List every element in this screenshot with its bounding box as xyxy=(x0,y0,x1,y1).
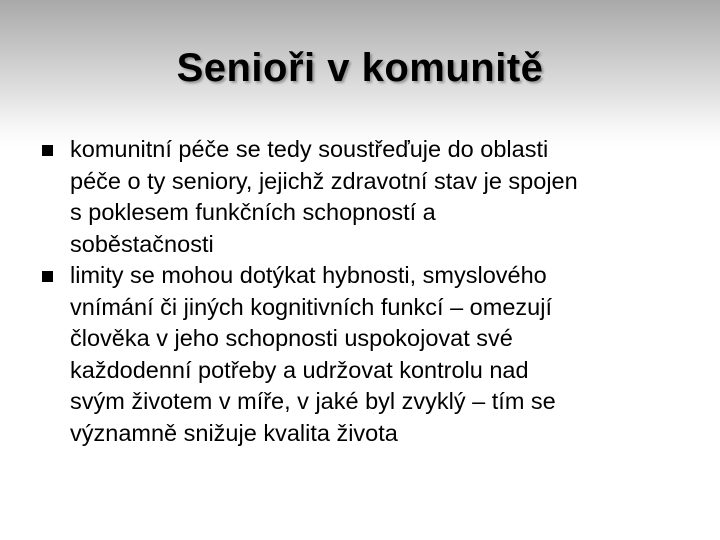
square-bullet-icon xyxy=(42,271,53,282)
bullet-text-line: péče o ty seniory, jejichž zdravotní stav je spojen xyxy=(70,167,578,194)
bullet-item-1 xyxy=(40,134,710,260)
bullet-text-line: s poklesem funkčních schopností a xyxy=(70,199,436,225)
bullet-text-line: limity se mohou dotýkat hybnosti, smyslového xyxy=(70,262,547,288)
bullet-text-line: soběstačnosti xyxy=(70,230,214,257)
bullet-text-line: komunitní péče se tedy soustřeďuje do oblasti xyxy=(70,136,549,162)
bullet-text-line: každodenní potřeby a udržovat kontrolu nad xyxy=(70,356,529,383)
bullet-item-2 xyxy=(40,260,710,449)
bullet-text-line: svým životem v míře, v jaké byl zvyklý – tím se xyxy=(70,388,556,414)
square-bullet-icon xyxy=(42,145,53,156)
slide-title: Senioři v komunitě xyxy=(176,46,544,90)
bullet-text-line: vnímání či jiných kognitivních funkcí – omezují xyxy=(70,293,552,320)
bullet-list xyxy=(40,134,710,449)
bullet-text-line: významně snižuje kvalita života xyxy=(70,419,398,446)
bullet-text-line: člověka v jeho schopnosti uspokojovat své xyxy=(70,325,513,351)
